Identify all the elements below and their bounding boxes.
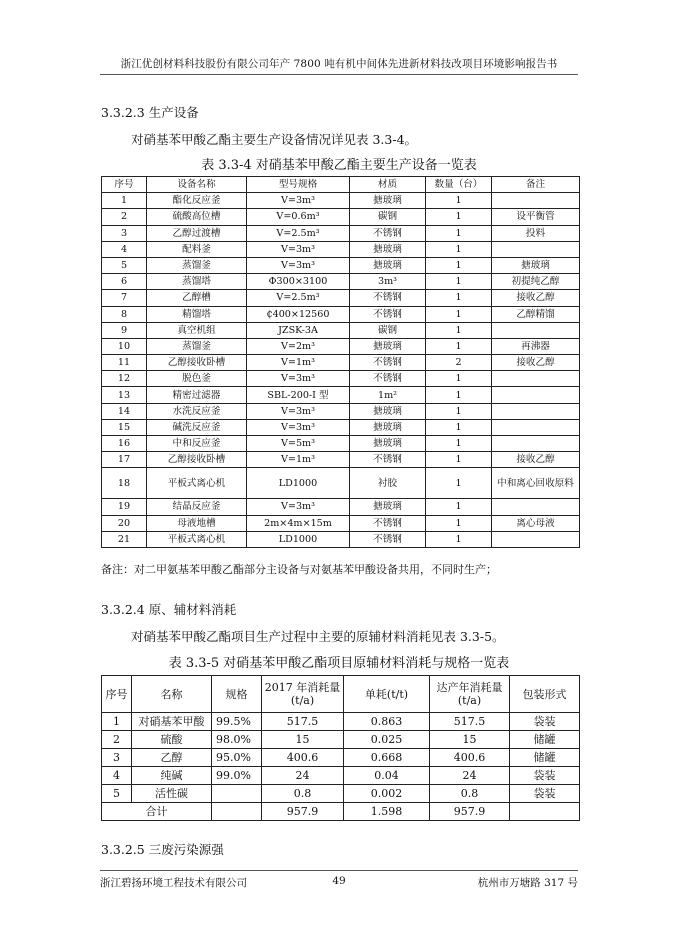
table-cell: 13 [102,387,147,403]
table-row [102,257,580,273]
table-row [102,531,580,547]
table-cell: 2 [102,731,132,749]
table-cell: 搪玻璃 [350,257,426,273]
footer-company: 浙江碧扬环境工程技术有限公司 [100,877,247,889]
table-cell: 乙醇过渡槽 [147,225,247,241]
table-cell: 1 [426,193,492,209]
table-cell: 接收乙醇 [492,355,580,371]
table-cell: V=3m³ [247,499,350,515]
table-row [102,785,580,803]
table-cell: 12 [102,371,147,387]
table-cell: 结晶反应釜 [147,499,247,515]
table-row [102,193,580,209]
table-header-cell: 序号 [102,177,147,193]
table-cell: 不锈钢 [350,452,426,468]
table-row [102,731,580,749]
table-cell: 配料釜 [147,241,247,257]
table-cell [492,531,580,547]
table-cell: 1 [426,306,492,322]
table-cell: 95.0% [212,749,262,767]
table-cell [492,419,580,435]
table-row [102,322,580,338]
table-cell: 1 [426,257,492,273]
table-cell: V=3m³ [247,403,350,419]
table-cell: 0.668 [344,749,430,767]
table-cell: V=3m³ [247,193,350,209]
table-row [102,306,580,322]
table-row [102,290,580,306]
table-row [102,355,580,371]
table-cell: 平板式离心机 [147,468,247,499]
table-cell: 中和离心回收原料 [492,468,580,499]
section-intro-3323: 对硝基苯甲酸乙酯主要生产设备情况详见表 3.3-4。 [131,132,418,147]
table-cell: 1 [426,436,492,452]
table-cell: 3 [102,225,147,241]
table-cell: 储罐 [510,749,580,767]
table-cell: V=3m³ [247,371,350,387]
table-header-cell: 型号规格 [247,177,350,193]
table-cell: 不锈钢 [350,290,426,306]
table-cell: V=2m³ [247,338,350,354]
table-cell: 1m² [350,387,426,403]
table-cell: 投料 [492,225,580,241]
table-cell: 15 [262,731,344,749]
table-cell: 储罐 [510,731,580,749]
table-cell: 99.0% [212,767,262,785]
table-cell: 1.598 [344,803,430,821]
table-cell: 1 [426,241,492,257]
table-cell: 碳钢 [350,209,426,225]
table-cell: 1 [426,371,492,387]
table-cell: 不锈钢 [350,306,426,322]
table-cell: 1 [426,322,492,338]
table-cell: 袋装 [510,785,580,803]
table-cell: 7 [102,290,147,306]
table-cell: 不锈钢 [350,531,426,547]
table-cell: 21 [102,531,147,547]
table-header-cell: 规格 [212,676,262,713]
table-cell: 8 [102,306,147,322]
table-cell: 957.9 [262,803,344,821]
table-cell: SBL-200-I 型 [247,387,350,403]
table-cell: 乙醇槽 [147,290,247,306]
table-header-cell: 备注 [492,177,580,193]
table-cell: V=3m³ [247,419,350,435]
table-cell: 957.9 [430,803,510,821]
table-cell: Φ300×3100 [247,274,350,290]
table-cell: 24 [262,767,344,785]
table-cell [492,322,580,338]
table-cell: 1 [426,403,492,419]
table-cell: 18 [102,468,147,499]
table-row [102,371,580,387]
footer-address: 杭州市万塘路 317 号 [477,877,578,889]
table-cell: 17 [102,452,147,468]
table-cell: 不锈钢 [350,225,426,241]
section-heading-3324: 3.3.2.4 原、辅材料消耗 [101,602,237,617]
equipment-table [101,176,580,548]
table-cell: 1 [426,499,492,515]
table-cell: 袋装 [510,713,580,731]
table-cell: 1 [102,193,147,209]
table-header-cell: 达产年消耗量(t/a) [430,676,510,713]
table-cell: 真空机组 [147,322,247,338]
table-header-cell: 单耗(t/t) [344,676,430,713]
table-cell: 对硝基苯甲酸 [132,713,212,731]
table-cell: 0.863 [344,713,430,731]
table-cell: 纯碱 [132,767,212,785]
table-cell: 酯化反应釜 [147,193,247,209]
table-cell: 14 [102,403,147,419]
table-cell: 15 [102,419,147,435]
table-cell: LD1000 [247,468,350,499]
table-total-row [102,803,580,821]
table-cell [510,803,580,821]
table-cell: 0.025 [344,731,430,749]
table-cell: 1 [426,209,492,225]
table-note: 备注：对二甲氨基苯甲酸乙酯部分主设备与对氨基苯甲酸设备共用，不同时生产； [101,563,497,576]
table-cell: 接收乙醇 [492,290,580,306]
table-cell: 5 [102,785,132,803]
page-number: 49 [332,875,346,887]
table-cell: 搪玻璃 [350,419,426,435]
table-cell [492,387,580,403]
table-cell: 24 [430,767,510,785]
table-header-cell: 名称 [132,676,212,713]
materials-table [101,675,580,821]
table-header-cell: 包装形式 [510,676,580,713]
table-cell: 4 [102,767,132,785]
table-cell: 活性碳 [132,785,212,803]
table-cell [492,371,580,387]
page-header: 浙江优创材料科技股份有限公司年产 7800 吨有机中间体先进新材料技改项目环境影响报告书 [100,56,578,75]
section-heading-3323: 3.3.2.3 生产设备 [101,105,199,120]
table-cell: 1 [426,531,492,547]
table-cell: 4 [102,241,147,257]
table-cell: 2 [426,355,492,371]
table-row [102,419,580,435]
table-row [102,713,580,731]
table-cell: 10 [102,338,147,354]
table-cell: 20 [102,515,147,531]
table-cell [492,499,580,515]
table-cell: 精密过滤器 [147,387,247,403]
table-cell: LD1000 [247,531,350,547]
table-cell: 乙醇精馏 [492,306,580,322]
table-cell: 517.5 [262,713,344,731]
table-cell: 15 [430,731,510,749]
table-cell: 1 [426,452,492,468]
table-cell: 1 [426,387,492,403]
table-cell: 不锈钢 [350,515,426,531]
table-cell: 11 [102,355,147,371]
table-cell: 1 [426,338,492,354]
table-cell: V=3m³ [247,257,350,273]
table-cell: 蒸馏釜 [147,257,247,273]
table-cell: V=0.6m³ [247,209,350,225]
table-cell: 1 [102,713,132,731]
table-row [102,749,580,767]
table-row [102,209,580,225]
table-cell: V=2.5m³ [247,290,350,306]
table-cell: 搪玻璃 [350,338,426,354]
table-cell: 乙醇接收卧槽 [147,452,247,468]
table-cell: 搪玻璃 [350,499,426,515]
table-cell: 1 [426,468,492,499]
table-cell: 平板式离心机 [147,531,247,547]
table-cell: 1 [426,225,492,241]
table-row [102,225,580,241]
table-row [102,436,580,452]
table-cell: 中和反应釜 [147,436,247,452]
table-cell: 离心母液 [492,515,580,531]
table-cell [492,193,580,209]
table-cell: 0.8 [430,785,510,803]
table-cell: 19 [102,499,147,515]
table-cell: 0.002 [344,785,430,803]
table-cell: 设平衡管 [492,209,580,225]
table-cell: 硫酸 [132,731,212,749]
table-cell: 99.5% [212,713,262,731]
table-cell: 6 [102,274,147,290]
table-cell: 98.0% [212,731,262,749]
table-cell [212,803,262,821]
table-row [102,274,580,290]
table-cell: 0.04 [344,767,430,785]
table-cell: 16 [102,436,147,452]
table-cell: 搪玻璃 [350,436,426,452]
table-header-cell: 设备名称 [147,177,247,193]
table-cell: JZSK-3A [247,322,350,338]
table-cell: ₵400×12560 [247,306,350,322]
table-cell: 2 [102,209,147,225]
table-cell: 1 [426,290,492,306]
table-cell [492,436,580,452]
table-cell: 1 [426,419,492,435]
table-cell: 衬胶 [350,468,426,499]
table-cell: 合计 [102,803,212,821]
table-row [102,452,580,468]
table-cell: 初提纯乙醇 [492,274,580,290]
table-cell: 接收乙醇 [492,452,580,468]
table-cell: V=1m³ [247,355,350,371]
table-cell: 1 [426,274,492,290]
table-cell: 1 [426,515,492,531]
table-cell: 蒸馏塔 [147,274,247,290]
table-cell: 乙醇接收卧槽 [147,355,247,371]
page-footer [100,870,578,890]
table-row [102,241,580,257]
table-cell: 乙醇 [132,749,212,767]
table-row [102,767,580,785]
section-intro-3324: 对硝基苯甲酸乙酯项目生产过程中主要的原辅材料消耗见表 3.3-5。 [131,629,505,644]
table-cell: 不锈钢 [350,355,426,371]
table-header-cell: 数量（台） [426,177,492,193]
table-cell: V=3m³ [247,241,350,257]
table-cell: 母液地槽 [147,515,247,531]
table-cell: 0.8 [262,785,344,803]
table-cell: 碱洗反应釜 [147,419,247,435]
table-header-cell: 序号 [102,676,132,713]
table-cell: 搪玻璃 [350,193,426,209]
table-cell: 脱色釜 [147,371,247,387]
table-header-cell: 材质 [350,177,426,193]
table-cell: 5 [102,257,147,273]
table-row [102,468,580,499]
table-row [102,403,580,419]
table-cell: 硫酸高位槽 [147,209,247,225]
table-cell: 3m³ [350,274,426,290]
table-cell: 9 [102,322,147,338]
table-cell: 搪玻璃 [350,241,426,257]
table-cell: 搪玻璃 [492,257,580,273]
table-cell: 水洗反应釜 [147,403,247,419]
table-cell: 精馏塔 [147,306,247,322]
table-cell: 3 [102,749,132,767]
table-cell [212,785,262,803]
table-cell: 不锈钢 [350,371,426,387]
table-cell: 2m×4m×15m [247,515,350,531]
table-cell: V=2.5m³ [247,225,350,241]
section-heading-3325: 3.3.2.5 三废污染源强 [101,842,224,857]
table-cell: 袋装 [510,767,580,785]
table-cell: 再沸器 [492,338,580,354]
table-cell: 400.6 [430,749,510,767]
table-cell: 517.5 [430,713,510,731]
table-caption-3-3-4: 表 3.3-4 对硝基苯甲酸乙酯主要生产设备一览表 [201,158,477,173]
table-row [102,499,580,515]
table-cell: 搪玻璃 [350,403,426,419]
table-cell [492,241,580,257]
table-row [102,387,580,403]
table-cell: 碳钢 [350,322,426,338]
table-caption-3-3-5: 表 3.3-5 对硝基苯甲酸乙酯项目原辅材料消耗与规格一览表 [168,656,510,671]
table-cell: V=1m³ [247,452,350,468]
table-cell [492,403,580,419]
table-cell: 蒸馏釜 [147,338,247,354]
table-cell: 400.6 [262,749,344,767]
table-header-cell: 2017 年消耗量(t/a) [262,676,344,713]
table-row [102,338,580,354]
table-row [102,515,580,531]
table-cell: V=5m³ [247,436,350,452]
